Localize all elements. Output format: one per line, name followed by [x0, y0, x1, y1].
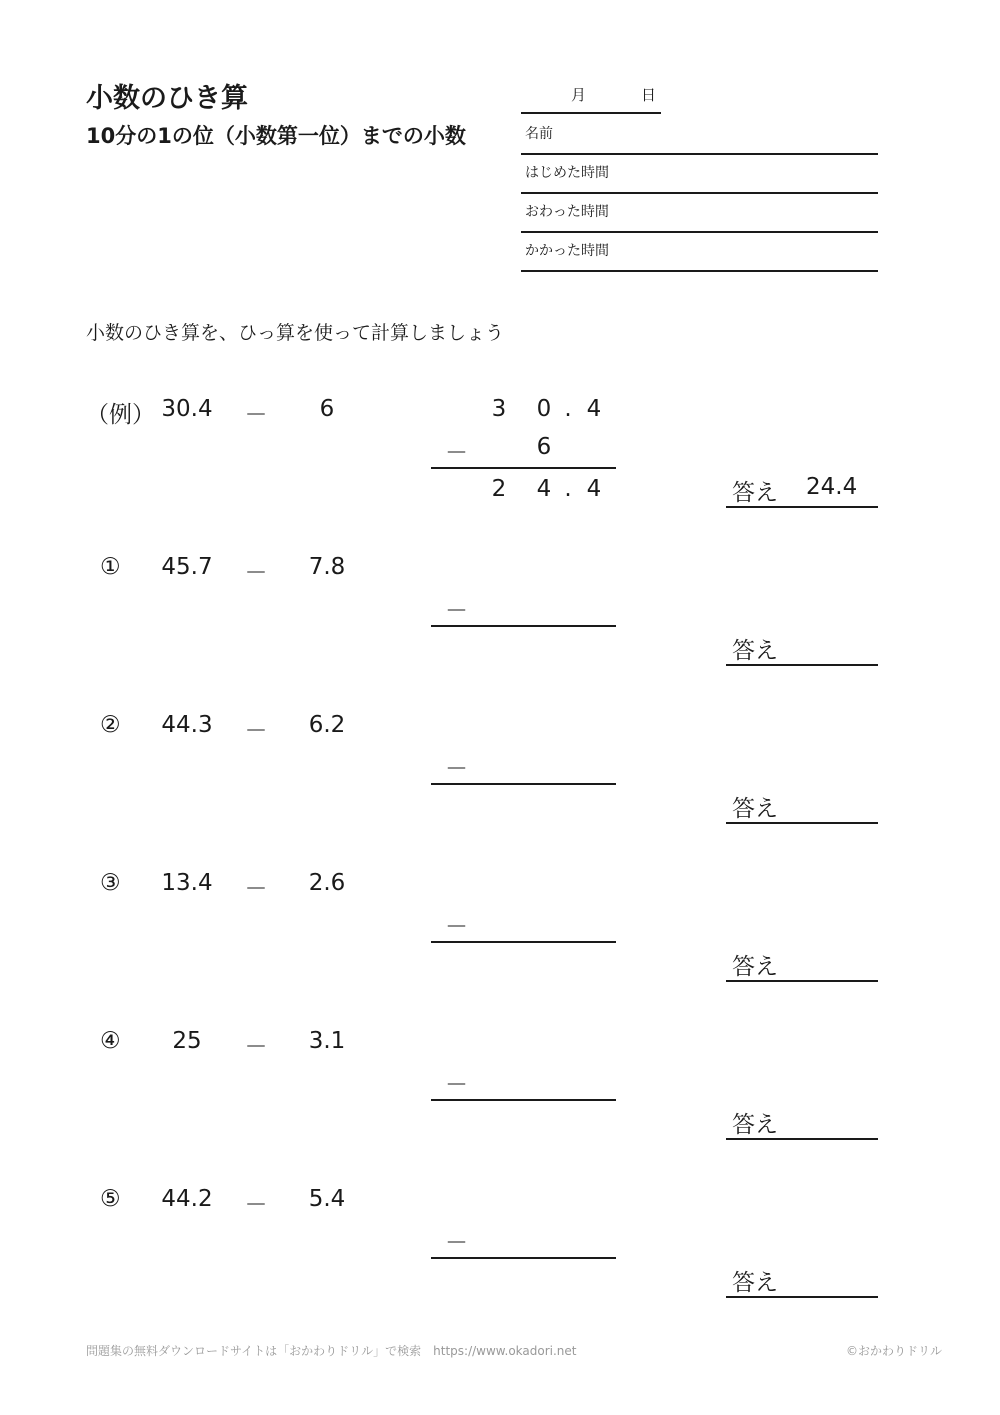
- decimal-point: .: [564, 476, 572, 502]
- work-minus-sign: －: [445, 914, 468, 940]
- digit: 4: [536, 476, 552, 502]
- digit: 0: [536, 396, 552, 422]
- subtrahend: 6.2: [308, 712, 346, 738]
- minuend: 30.4: [161, 396, 213, 422]
- digit: 6: [536, 434, 552, 460]
- problem-number: ②: [100, 712, 121, 738]
- decimal-point: .: [564, 396, 572, 422]
- work-line: [431, 1099, 616, 1101]
- work-minus-sign: －: [445, 756, 468, 782]
- work-line: [431, 625, 616, 627]
- digit: 4: [586, 396, 602, 422]
- page-subtitle: 10分の1の位（小数第一位）までの小数: [86, 124, 466, 148]
- example-label: （例）: [86, 402, 155, 428]
- end-time-field[interactable]: [521, 194, 878, 233]
- problem-number: ④: [100, 1028, 121, 1054]
- minuend: 13.4: [161, 870, 213, 896]
- minuend: 44.2: [161, 1186, 213, 1212]
- problem-row: [0, 1186, 1000, 1326]
- footer-copyright: ©おかわりドリル: [845, 1344, 942, 1358]
- work-line: [431, 467, 616, 469]
- work-line: [431, 1257, 616, 1259]
- minus-sign: －: [244, 1192, 268, 1218]
- elapsed-time-field[interactable]: [521, 233, 878, 272]
- answer-label: 答え: [732, 796, 778, 822]
- answer-label: 答え: [732, 1112, 778, 1138]
- problem-row: [0, 554, 1000, 694]
- answer-label: 答え: [732, 1270, 778, 1296]
- subtrahend: 2.6: [308, 870, 346, 896]
- minus-sign: －: [244, 402, 268, 428]
- field-label: はじめた時間: [525, 165, 609, 181]
- work-minus-sign: －: [445, 1230, 468, 1256]
- minuend: 25: [172, 1028, 202, 1054]
- problem-number: ⑤: [100, 1186, 121, 1212]
- minus-sign: －: [244, 560, 268, 586]
- problem-number: ①: [100, 554, 121, 580]
- subtrahend: 6: [319, 396, 335, 422]
- subtrahend: 3.1: [308, 1028, 346, 1054]
- answer-value: 24.4: [806, 474, 858, 500]
- minus-sign: －: [244, 876, 268, 902]
- work-line: [431, 783, 616, 785]
- day-label: 日: [641, 86, 657, 104]
- problem-row: [0, 712, 1000, 852]
- instruction-text: 小数のひき算を、ひっ算を使って計算しましょう: [86, 322, 505, 344]
- answer-field[interactable]: [726, 1106, 878, 1140]
- work-line: [431, 941, 616, 943]
- answer-label: 答え: [732, 954, 778, 980]
- field-label: 名前: [525, 126, 553, 142]
- answer-field[interactable]: [726, 790, 878, 824]
- work-minus-sign: －: [445, 440, 468, 466]
- problem-row: [0, 870, 1000, 1010]
- answer-label: 答え: [732, 480, 778, 506]
- date-field[interactable]: [521, 84, 661, 114]
- minus-sign: －: [244, 1034, 268, 1060]
- minuend: 45.7: [161, 554, 213, 580]
- digit: 4: [586, 476, 602, 502]
- problem-number: ③: [100, 870, 121, 896]
- minus-sign: －: [244, 718, 268, 744]
- page-title: 小数のひき算: [86, 83, 248, 114]
- digit: 3: [491, 396, 507, 422]
- answer-field[interactable]: [726, 1264, 878, 1298]
- subtrahend: 5.4: [308, 1186, 346, 1212]
- answer-label: 答え: [732, 638, 778, 664]
- minuend: 44.3: [161, 712, 213, 738]
- digit: 2: [491, 476, 507, 502]
- answer-field[interactable]: [726, 948, 878, 982]
- name-field[interactable]: [521, 116, 878, 155]
- problem-row: [0, 1028, 1000, 1168]
- field-label: かかった時間: [525, 243, 609, 259]
- answer-field[interactable]: [726, 632, 878, 666]
- work-minus-sign: －: [445, 1072, 468, 1098]
- month-label: 月: [571, 86, 587, 104]
- footer-site-note: 問題集の無料ダウンロードサイトは「おかわりドリル」で検索 https://www.okadori.net: [86, 1344, 577, 1358]
- work-minus-sign: －: [445, 598, 468, 624]
- example-row: [0, 396, 1000, 536]
- answer-field: [726, 474, 878, 508]
- field-label: おわった時間: [525, 204, 609, 220]
- start-time-field[interactable]: [521, 155, 878, 194]
- subtrahend: 7.8: [308, 554, 346, 580]
